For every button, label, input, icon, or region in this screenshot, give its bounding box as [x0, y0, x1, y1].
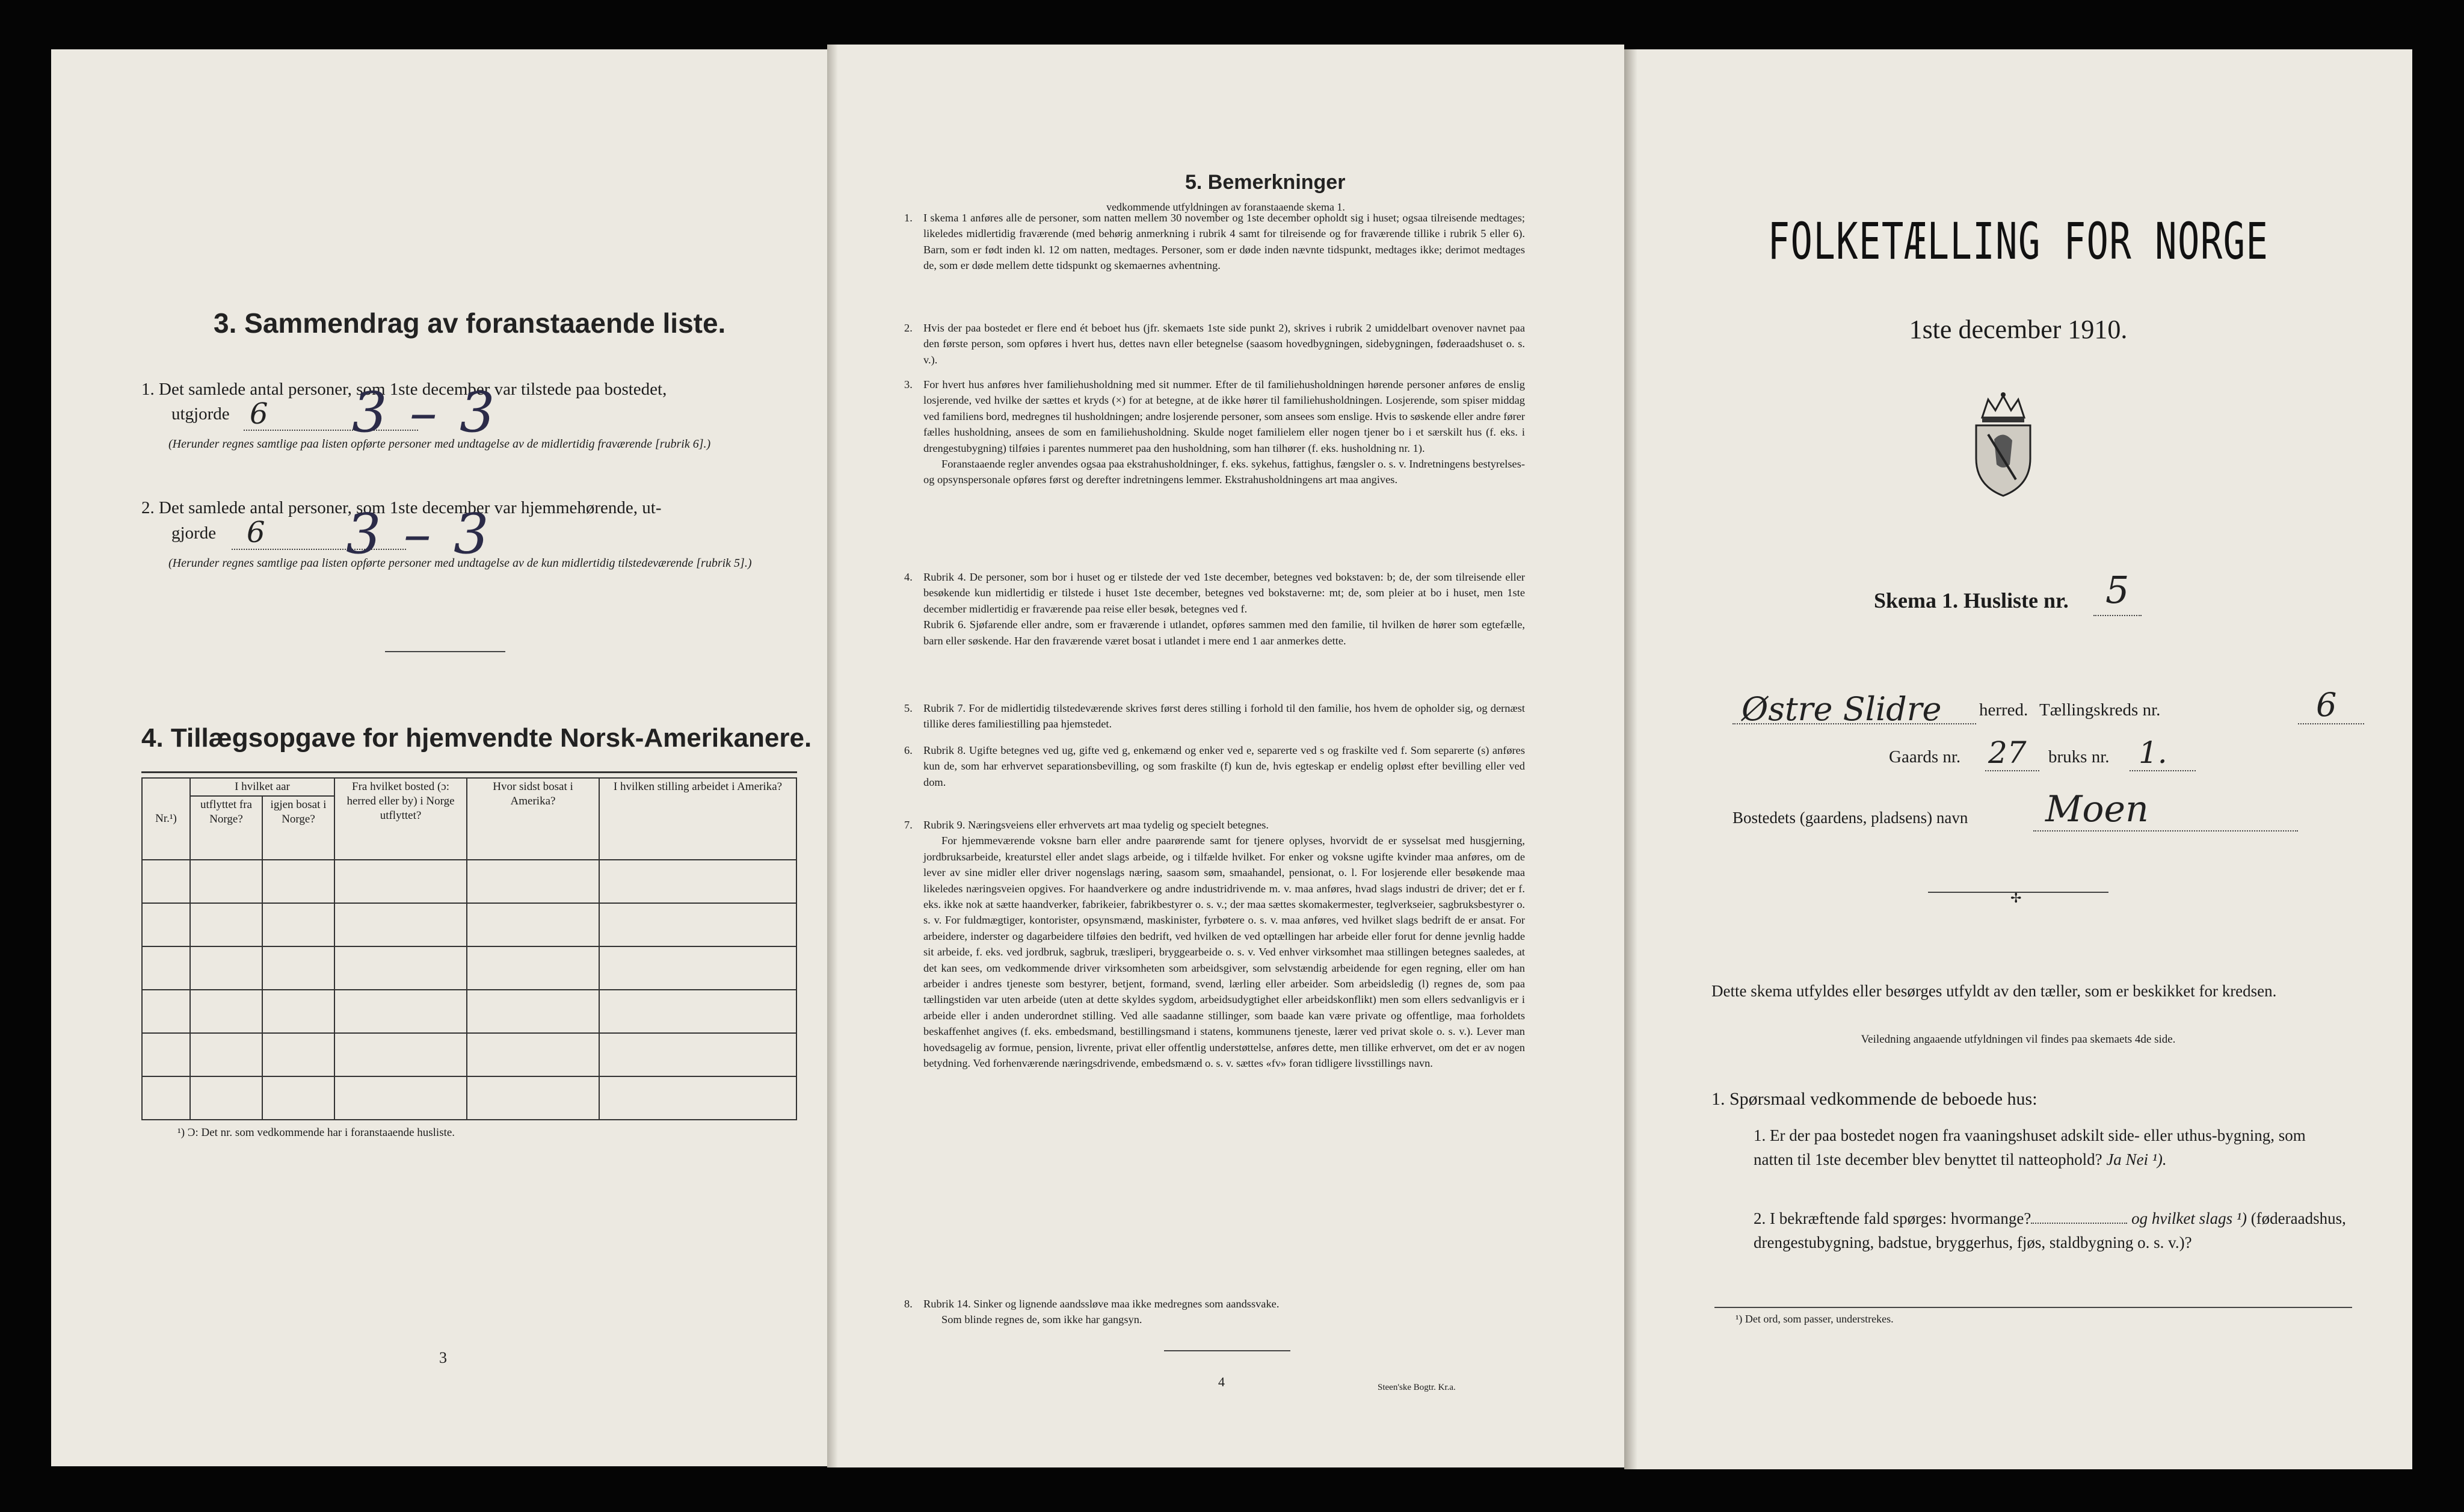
section4-title: 4. Tillægsopgave for hjemvendte Norsk-Amerikanere. [141, 723, 812, 753]
page-number: 4 [1218, 1374, 1225, 1389]
col-stilling: I hvilken stilling arbeidet i Amerika? [599, 778, 796, 860]
q1-2: 2. I bekræftende fald spørges: hvormange? og hvilket slags ¹) (føderaadshus, drengestubygning, badstue, bryggerhus, fjøs, staldbygning o. s. v.)? [1754, 1206, 2349, 1254]
col-nr: Nr.¹) [142, 778, 190, 860]
remark-6: 6. Rubrik 8. Ugifte betegnes ved ug, gifte ved g, enkemænd og enker ved e, separerte ved s og fraskilte ved f. Som separerte (s) anføres kun de, som har erhvervet separationsbevilling, og som fraskilte (f) kun de, hvis egteskap er endelig opløst efter bevilling eller ved dom. [904, 744, 1525, 788]
census-title: FOLKETÆLLING FOR NORGE [1767, 212, 2269, 271]
col-igjen-bosat: igjen bosat i Norge? [262, 796, 334, 860]
herred-value: Østre Slidre [1742, 690, 1942, 728]
col-hvor-bosat: Hvor sidst bosat i Amerika? [467, 778, 599, 860]
table-row [142, 946, 796, 990]
bruks-dotted [2130, 770, 2196, 771]
footnote: ¹) Det ord, som passer, understrekes. [1736, 1313, 1894, 1325]
printer-imprint: Steen'ske Bogtr. Kr.a. [1378, 1383, 1456, 1392]
husliste-dotted [2093, 615, 2142, 616]
table-top-rule [141, 771, 797, 773]
group-header: I hvilket aar [190, 778, 334, 796]
table-row [142, 860, 796, 903]
right-page [1624, 49, 2412, 1469]
table-row [142, 1076, 796, 1120]
divider [385, 651, 505, 652]
remark-1: 1. I skema 1 anføres alle de personer, som natten mellem 30 november og 1ste december opholdt sig i huset; ogsaa tilreisende medtages; likeledes midlertidig fraværende (med behørig anmerkning i rubrik 4 samt for tilreisende og for fraværende tillike i rubrik 5 eller 6). Barn, som er født inden kl. 12 om natten, medtages. Personer, som er døde inden nævnte tidspunkt, medtages ikke; derimot medtages de, som er døde mellem dette tidspunkt og skemaernes avhentning. [904, 212, 1525, 272]
remark-4: 4. Rubrik 4. De personer, som bor i huset og er tilstede der ved 1ste december, betegnes ved bokstaven: b; de, der som tilreisende eller besøkende kun midlertidig er tilstede i huset 1ste december, betegnes ved bokstaverne: mt; de, som pleier at bo i huset, men 1ste december midlertidig er fraværende paa reise eller besøk, betegnes ved f. Rubrik 6. Sjøfarende eller andre, som er fraværende i utlandet, opføres sammen med den familie, til hvilken de hører som egtefælle, barn eller søskende. Har den fraværende været bosat i utlandet i mere end 1 aar anmerkes dette. [904, 571, 1525, 647]
census-date: 1ste december 1910. [1909, 315, 2128, 344]
table-footnote: ¹) Ɔ: Det nr. som vedkommende har i foranstaaende husliste. [177, 1126, 455, 1139]
divider [1164, 1350, 1290, 1351]
husliste-nr: 5 [2105, 568, 2130, 612]
middle-page [827, 45, 1624, 1467]
bosted-label: Bostedets (gaardens, pladsens) navn [1732, 809, 1968, 827]
table-row [142, 903, 796, 946]
page-number: 3 [439, 1349, 447, 1366]
item1-handwritten: 3 – 3 [352, 380, 497, 445]
herred-dotted [1732, 723, 1976, 724]
gaards-dotted [1985, 770, 2039, 771]
item1-utgjorde-label: utgjorde [171, 404, 230, 424]
col-fra-bosted: Fra hvilket bosted (ɔ: herred eller by) i Norge utflyttet? [334, 778, 467, 860]
item1-value: 6 [250, 397, 268, 431]
item2-handwritten: 3 – 3 [346, 502, 491, 566]
item1-note: (Herunder regnes samtlige paa listen opførte personer med undtagelse av de midlertidig fraværende [rubrik 6].) [168, 437, 711, 451]
remark-3: 3. For hvert hus anføres hver familiehusholdning med sit nummer. Efter de til familiehusholdningen hørende personer anføres de enslig losjerende, ved hvilke der sættes et kryds (×) for at betegne, at de ikke hører til familiehusholdningen. Losjerende, som spiser middag ved familiens bord, medregnes til husholdningen; andre losjerende personer, som ansees som enslige. Hvis to søskende eller andre fører fælles husholdning, ansees de som en familiehusholdning. Skulde noget familielem eller nogen tjener bo i et særskilt hus (f. eks. i drengestubygning) tilføies i parentes nummeret paa den husholdning, som han tilhører (f. eks. husholdning nr. 1). Foranstaaende regler anvendes ogsaa paa ekstrahusholdninger, f. eks. sykehus, fattighus, fængsler o. s. v. Indretningens bestyrelses- og opsynspersonale opføres først og derefter indretningens lemmer. Ekstrahusholdningens art maa angives. [904, 378, 1525, 486]
table-row [142, 990, 796, 1033]
kreds-dotted [2298, 723, 2364, 724]
footnote-rule [1714, 1307, 2352, 1308]
q1-title: 1. Spørsmaal vedkommende de beboede hus: [1711, 1089, 2037, 1109]
norsk-amerikanere-table [141, 777, 797, 1120]
kreds-label: Tællingskreds nr. [2039, 700, 2161, 720]
kreds-value: 6 [2316, 686, 2337, 724]
table-row [142, 1033, 796, 1076]
col-utflyttet: utflyttet fra Norge? [190, 796, 262, 860]
veiledning-text: Veiledning angaaende utfyldningen vil findes paa skemaets 4de side. [1861, 1033, 2176, 1046]
herred-label: herred. [1979, 700, 2028, 720]
bosted-dotted [2033, 830, 2298, 832]
gaards-label: Gaards nr. [1889, 747, 1961, 767]
hvormange-blank [2031, 1206, 2127, 1224]
item2-note: (Herunder regnes samtlige paa listen opførte personer med undtagelse av de kun midlertidig tilstedeværende [rubrik 5].) [168, 557, 752, 570]
bruks-value: 1. [2139, 735, 2167, 770]
bruks-label: bruks nr. [2048, 747, 2110, 767]
intro-text: Dette skema utfyldes eller besørges utfyldt av den tæller, som er beskikket for kredsen. [1711, 982, 2277, 1000]
remark-7: 7. Rubrik 9. Næringsveiens eller erhvervets art maa tydelig og specielt betegnes. For hjemmeværende voksne barn eller andre paarørende samt for tjenere oplyses, hvorvidt de er sysselsat med husgjerning, jordbruksarbeide, kreaturstel eller andet slags arbeide, og i tilfælde hvilket. For enker og voksne ugifte kvinder maa anføres, om de lever av sine midler eller driver nogenslags næring, saasom søm, smaahandel, pensionat, o. l. For losjerende eller besøkende maa likeledes næringsveien opgives. For haandverkere og andre industridrivende m. v. maa anføres, hvad slags industri de driver; det er f. eks. ikke nok at sætte haandverker, fabrikeier, fabrikbestyrer o. s. v.; der maa sættes skomakermester, teglverkseier, sagbruksbestyrer o. s. v. For fuldmægtiger, kontorister, opsynsmænd, maskinister, fyrbøtere o. s. v. maa anføres, ved hvilket slags bedrift de er ansat. For arbeidere, inderster og dagarbeidere tilføies den bedrift, ved hvilken de ved optællingen har arbeide eller forut for denne jevnlig hadde sit arbeide, f. eks. ved jordbruk, sagbruk, træsliperi, bryggearbeide o. s. v. Ved enhver virksomhet maa stillingen betegnes saaledes, at det kan sees, om vedkommende driver virksomheten som arbeidsgiver, som selvstændig arbeidende for egen regning, eller om han arbeider i andres tjeneste som bestyrer, betjent, formand, svend, lærling eller arbeider. Som arbeidsledig (l) regnes de, som paa tællingstiden var uten arbeide (uten at dette skyldes sygdom, arbeidsudygtighet eller arbeidskonflikt) men som ellers sedvanligvis er i arbeide eller i anden underordnet stilling. Ved alle saadanne stillinger, som baade kan være private og offentlige, maa forholdets beskaffenhet angives (f. eks. embedsmand, bestillingsmand i statens, kommunens tjeneste, lærer ved privat skole o. s. v.). Lever man hovedsagelig av formue, pension, livrente, privat eller offentlig understøttelse, anføres dette, men tillike erhvervet, om det er av nogen betydning. Ved forhenværende næringsdrivende, embedsmænd o. s. v. sættes «fv» foran tidligere livsstillings navn. [904, 819, 1525, 1070]
norway-coat-of-arms-icon [1970, 392, 2036, 498]
remark-8: 8. Rubrik 14. Sinker og lignende aandssløve maa ikke medregnes som aandssvake. Som blinde regnes de, som ikke har gangsyn. [904, 1298, 1280, 1326]
q1-1: 1. Er der paa bostedet nogen fra vaaningshuset adskilt side- eller uthus-bygning, som natten til 1ste december blev benyttet til natteophold? Ja Nei ¹). [1754, 1126, 2306, 1168]
remarks-subtitle: vedkommende utfyldningen av foranstaaende skema 1. [1106, 201, 1345, 213]
skema-label: Skema 1. Husliste nr. [1874, 588, 2069, 613]
q1-1-answer: Ja Nei ¹). [2106, 1150, 2167, 1168]
remark-5: 5. Rubrik 7. For de midlertidig tilstedeværende skrives først deres stilling i forhold til den familie, hos hvem de opholder sig, og dernæst tillike deres familiestilling paa hjemstedet. [904, 702, 1525, 730]
item1-text: 1. Det samlede antal personer, som 1ste december var tilstede paa bostedet, [141, 380, 667, 399]
remarks-title: 5. Bemerkninger [1185, 171, 1346, 194]
left-page [51, 49, 827, 1466]
section3-title: 3. Sammendrag av foranstaaende liste. [214, 307, 726, 339]
item2-utgjorde-label: gjorde [171, 523, 217, 543]
bosted-value: Moen [2045, 788, 2149, 830]
item2-value: 6 [247, 516, 265, 549]
ornament-icon: ✢ [2010, 890, 2022, 906]
gaards-value: 27 [1988, 735, 2027, 770]
remark-2: 2. Hvis der paa bostedet er flere end ét beboet hus (jfr. skemaets 1ste side punkt 2), skrives i rubrik 2 umiddelbart ovenover navnet paa den første person, som opføres i hvert hus, dettes navn eller betegnelse (saasom hovedbygningen, sidebygningen, føderaadshuset o. s. v.). [904, 322, 1525, 366]
item2-text: 2. Det samlede antal personer, som 1ste december var hjemmehørende, ut- [141, 498, 662, 517]
